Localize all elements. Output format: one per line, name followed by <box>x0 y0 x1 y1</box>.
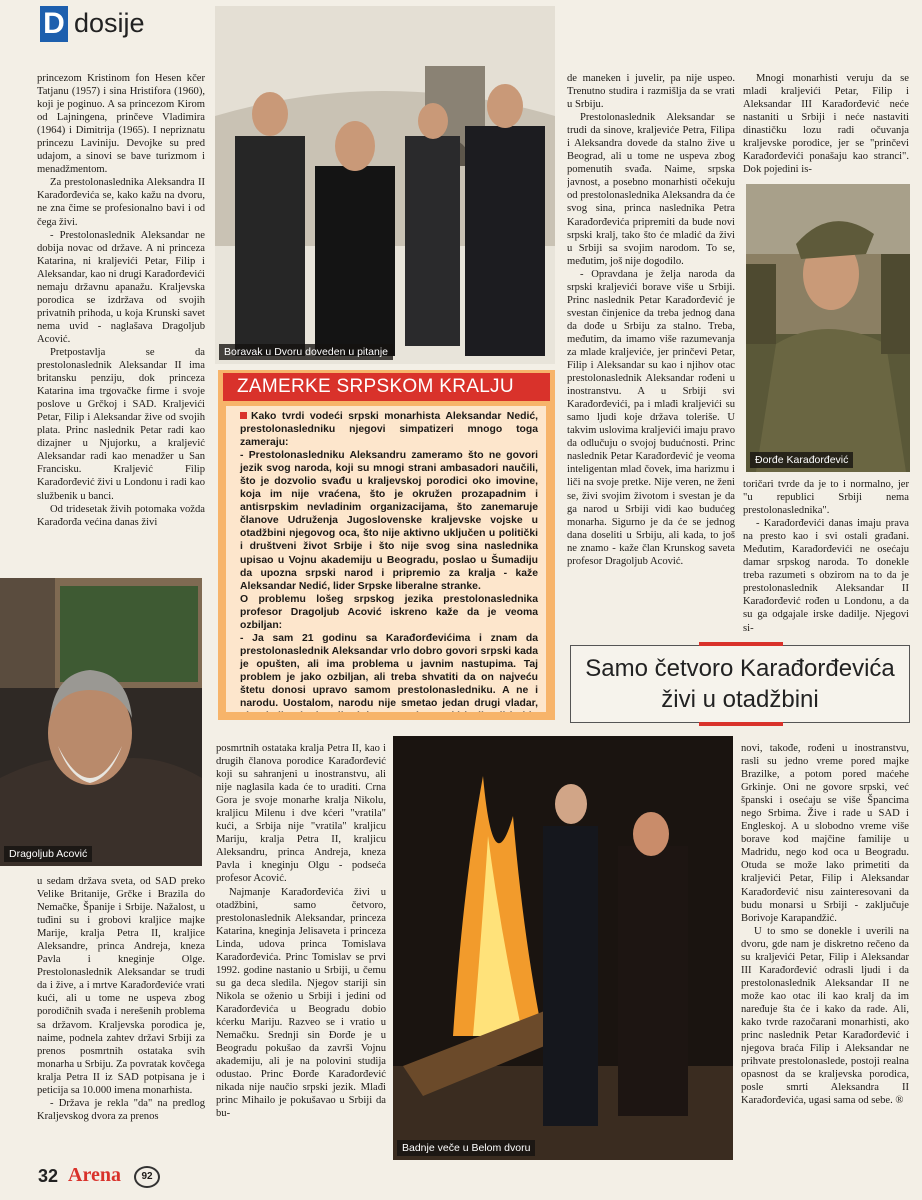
paragraph: Mnogi monarhisti veruju da se mladi kraljevići Petar, Filip i Aleksandar III Karađorđević neće nastaniti u Srbiji i neće nastaviti dinastičku lozu radi očuvanja kraljevske porodice, jer se "prinčevi Karađorđevići ponašaju kao stranci". Dok pojedini is- <box>743 73 909 176</box>
sidebar-paragraph: - Prestolonasledniku Aleksandru zameramo što ne govori jezik svog naroda, koji su mnogi strani ambasadori naučili, što je dozvolio svađu u kraljevskoj porodici oko imovine, koja im nije vraćena, što je okružen prozapadnim i antisrpskim nevladinim organizacijama, što zanemaruje članove Udruženja Jugoslovenske kraljevske vojske u otadžbini njegovog oca, što nije aktivno uključen u politički i društveni život Srbije i što nije svog sina naslednika upisao u Vojnu akademiju u Beogradu, poslao u Šumadiju da upozna srpski narod i pripremio za kralja - kaže Aleksandar Nedić, lider Srpske liberalne stranke. <box>240 450 538 592</box>
sidebar-title: ZAMERKE SRPSKOM KRALJU <box>223 373 550 401</box>
subheadline-line-2: živi u otadžbini <box>661 686 819 713</box>
paragraph: - Opravdana je želja naroda da srpski kraljevići borave više u Srbiji. Princ naslednik Petar Karađorđević je svestan činjenice da treba jednog dana da dođe u Srbiju za stalno. Treba, međutim, da imamo više razumevanja za mlade kraljeviće, jer prinčevi Petar, Filip i Aleksandar su kao i njihov otac prestolonaslednik Aleksandar rođeni u inostranstvu. A u Srbiji svi Karađorđevići, pa i mlađi kraljevići su samo ljudi koje država toleriše. U takvim uslovima kraljevići imaju pravo da odlučuju o svojoj budućnosti. Princ naslednik Petar Karađorđević je veoma inteligentan mlad čovek, ima harizmu i liči na svoje pretke. Nije veren, ne ženi se, živi svojim životom i svestan je da ga narod u Srbiji vidi kao budućeg monarha. Sigurno je da će se jednog dana doseliti u Srbiju, ali kada, to još ne znamo - kaže član Krunskog saveta profesor Dragoljub Acović. <box>567 268 735 567</box>
paragraph: - Prestolonaslednik Aleksandar ne dobija novac od države. A ni princeza Katarina, ni kraljevići Petar, Filip i Aleksandar, kao ni drugi Karađorđevići nemaju državnu apanažu. Kraljevska porodica se izdržava od svojih privatnih prihoda, u koja Krunski savet nema uvid - naglašava Dragoljub Acović. <box>37 229 205 345</box>
article-column-3 <box>567 72 735 637</box>
article-column-1 <box>37 72 205 572</box>
paragraph: - Država je rekla "da" na predlog Kraljevskog dvora za prenos <box>37 1097 205 1122</box>
photo-soldier <box>746 184 910 472</box>
paragraph: posmrtnih ostataka kralja Petra II, kao i drugih članova porodice Karađorđević koji su sahranjeni u inostranstvu, ali nije naglasila kada će to uraditi. Crna Gora je svoje monarhe kralja Nikolu, kraljicu Milenu i dve kćeri "vratila" kući, a Srbija nije "vratila" kraljicu Mariju, kralja Petra II, kraljicu Aleksandru, princa Andreja, kneza Pavla i kneginju Olgu - podseća profesor Acović. <box>216 743 386 885</box>
decorative-bar <box>699 722 783 726</box>
paragraph: Najmanje Karađorđevića živi u otadžbini, samo četvoro, prestolonaslednik Aleksandar, princeza Katarina, kneginja Jelisaveta i princeza Linda, udova princa Tomislava Karađorđevića. Princ Tomislav se prvi 1992. godine nastanio u Srbiji, u čemu su ga deca sledila. Njegov stariji sin Nikola se oženio u Srbiji i jedini od Karađorđevića u Beogradu dobio kćerku Mariju. Razveo se i vratio u Nemačku. Srednji sin Đorđe je u Beogradu pokušao da završi Vojnu akademiju, ali je na polovini studija odustao. Princ Đorđe Karađorđević nikada nije naučio srpski jezik. Mlađi princ Mihailo je pokušavao u Srbiji da bu- <box>216 886 386 1120</box>
paragraph: u sedam država sveta, od SAD preko Velike Britanije, Grčke i Brazila do Nemačke, Španije i Srbije. Nažalost, u tuđini su i grobovi kraljice majke Marije, kralja Petra II, kraljice Aleksandre, princa Andreja, kneza Pavla i kneginje Olge. Prestolonaslednik Aleksandar se trudi da i žive, a i mrtve Karađorđeviće vrati kući, ali u tome ne uspeva zbog porodičnih svađa i nerešenih problema sa državom. Kraljevska porodica je, naime, podnela zahtev državi Srbiji za prenos posmrtnih ostataka svih monarha u Srbiju. Za povratak kovčega kralja Petra II iz SAD potpisana je i peticija sa 10.000 imena monarhista. <box>37 876 205 1096</box>
article-column-4-bottom <box>741 742 909 1162</box>
issue-badge: 92 <box>134 1166 160 1188</box>
paragraph: Prestolonaslednik Aleksandar se trudi da sinove, kraljeviće Petra, Filipa i Aleksandra dovede da stalno žive u Beograd, ali u tome ne uspeva zbog pomenutih svađa. Naime, srpska javnost, a posebno monarhisti očekuju od prestolonaslednika Aleksandra da će svog sina, princa naslednika Petra Karađorđevića pripremiti da bude novi srpski kralj, tako što će mladić da živi u Srbiji sa svojim narodom. To se, međutim, još nije dogodilo. <box>567 112 735 267</box>
paragraph: U to smo se donekle i uverili na dvoru, gde nam je diskretno rečeno da su kraljevići Petar, Filip i Aleksandar III Karađorđević odrasli ljudi i da prestolonaslednik Aleksandar II ne može kao otac ili kao kralj da im naređuje šta će i kako da rade. Ali, kako tvrde razočarani monarhisti, ako princ naslednik Petar Karađorđević i njegova braća Filip i Aleksandar ne prihvate prestolonaslede, postoji realna opasnost da se kraljevska porodica, posle smrti Aleksandra II Karađorđevića, ugasi sama od sebe. ® <box>741 925 909 1107</box>
page-number: 32 <box>38 1166 59 1186</box>
photo-palace <box>215 6 555 364</box>
photo-acovic <box>0 578 202 866</box>
paragraph: - Karađorđevići danas imaju prava na presto kao i svi ostali građani. Međutim, Karađorđevići ne osećaju damar srpskog naroda. To donekle treba razumeti s obzirom na to da je prestolonaslednik Aleksandar II Karađorđević rođen u Londonu, a da su ga odgajale irske dadilje. Njegovi si- <box>743 518 909 634</box>
caption-soldier: Đorđe Karađorđević <box>750 452 853 468</box>
decorative-bar <box>699 642 783 646</box>
subheadline-box <box>570 645 910 723</box>
sidebar-text: Kako tvrdi vodeći srpski monarhista Aleksandar Nedić, prestolonasledniku njegovi simpatizeri mnogo toga zameraju: <box>240 411 538 449</box>
palace-image <box>215 6 555 364</box>
paragraph: Pretpostavlja se da prestolonaslednik Aleksandar II ima britansku penziju, dok princeza Katarina ima trgovačke firme i svoje poslove u Grčkoj i SAD. Kraljevići Petar, Filip i Aleksandar žive od svojih plata. Princ naslednik Petar radi kao dizajner u Njujorku, a kraljević Aleksandar radi kao menadžer u San Francisku. Kraljević Filip Karađorđević živi u Londonu i radi kao službenik u banci. <box>37 346 205 502</box>
sidebar-paragraph: O problemu lošeg srpskog jezika prestolonaslednika profesor Dragoljub Acović iskreno kaže da je veoma ozbiljan: <box>240 593 538 631</box>
soldier-image <box>746 184 910 472</box>
caption-acovic: Dragoljub Acović <box>4 846 92 862</box>
paragraph: princezom Kristinom fon Hesen kčer Tatjanu (1957) i sina Hristifora (1960), koji je poginuo. A sa princezom Kirom od Lajningena, prinčeve Vladimira (1964) i Dimitrija (1965). I nepriznatu princezu Laviniju. Devojke su pred udajom, a sinovi se bave turizmom i menadžmentom. <box>37 73 205 176</box>
photo-bonfire <box>393 736 733 1160</box>
subheadline-line-1: Samo četvoro Karađorđevića <box>585 655 895 682</box>
bullet-square-icon <box>240 412 247 419</box>
article-column-2-bottom <box>216 742 386 1162</box>
portrait-image <box>0 578 202 866</box>
magazine-name: Arena <box>68 1164 121 1186</box>
paragraph: de maneken i juvelir, pa nije uspeo. Trenutno studira i razmišlja da se vrati u Srbiju. <box>567 73 735 111</box>
paragraph: Za prestolonaslednika Aleksandra II Karađorđevića se, kako kažu na dvoru, ne zna čime se profesionalno bavi i od čega živi. <box>37 177 205 228</box>
article-column-4-top <box>743 72 909 182</box>
paragraph: toričari tvrde da je to i normalno, jer "u republici Srbiji nema prestolonaslednika". <box>743 479 909 517</box>
article-column-4-mid <box>743 478 909 640</box>
paragraph: Od tridesetak živih potomaka vožda Karađorđa većina danas živi <box>37 503 205 528</box>
paragraph: novi, takođe, rođeni u inostranstvu, rasli su jedno vreme pored majke Brazilke, a potom pored maćehe Grkinje. Oni ne govore srpski, već španski i osećaju se više Špancima nego Srbima. Žive i rade u SAD i Engleskoj. A u slobodno vreme više borave kod majčine familije u Madridu, nego kod oca u Beogradu. Otuda se može lako primetiti da kraljevići Petar, Filip i Aleksandar Karađorđević nisu zainteresovani da budu monarsi u Srbiji - zaključuje Borivoje Karapandžić. <box>741 743 909 924</box>
sidebar-body <box>226 406 546 712</box>
sidebar-paragraph <box>240 410 538 449</box>
sidebar-paragraph: - Ja sam 21 godinu sa Karađorđevićima i znam da prestolonaslednik Aleksandar vrlo dobro govori srpski kada je opušten, ali ima problema u javnim nastupima. Taj problem je jako ozbiljan, ali treba shvatiti da on najveću štetu donosi upravo samom prestolonasledniku. A ne i narodu. Uostalom, narodu nije smetao jedan drugi vladar, <box>240 632 538 710</box>
sidebar-box <box>218 370 555 720</box>
caption-bonfire: Badnje veče u Belom dvoru <box>397 1140 535 1156</box>
article-column-1-bottom <box>37 875 205 1162</box>
caption-palace: Boravak u Dvoru doveden u pitanje <box>219 344 393 360</box>
section-logo-letter: D <box>40 6 68 42</box>
section-title: dosije <box>74 8 145 38</box>
bonfire-image <box>393 736 733 1160</box>
